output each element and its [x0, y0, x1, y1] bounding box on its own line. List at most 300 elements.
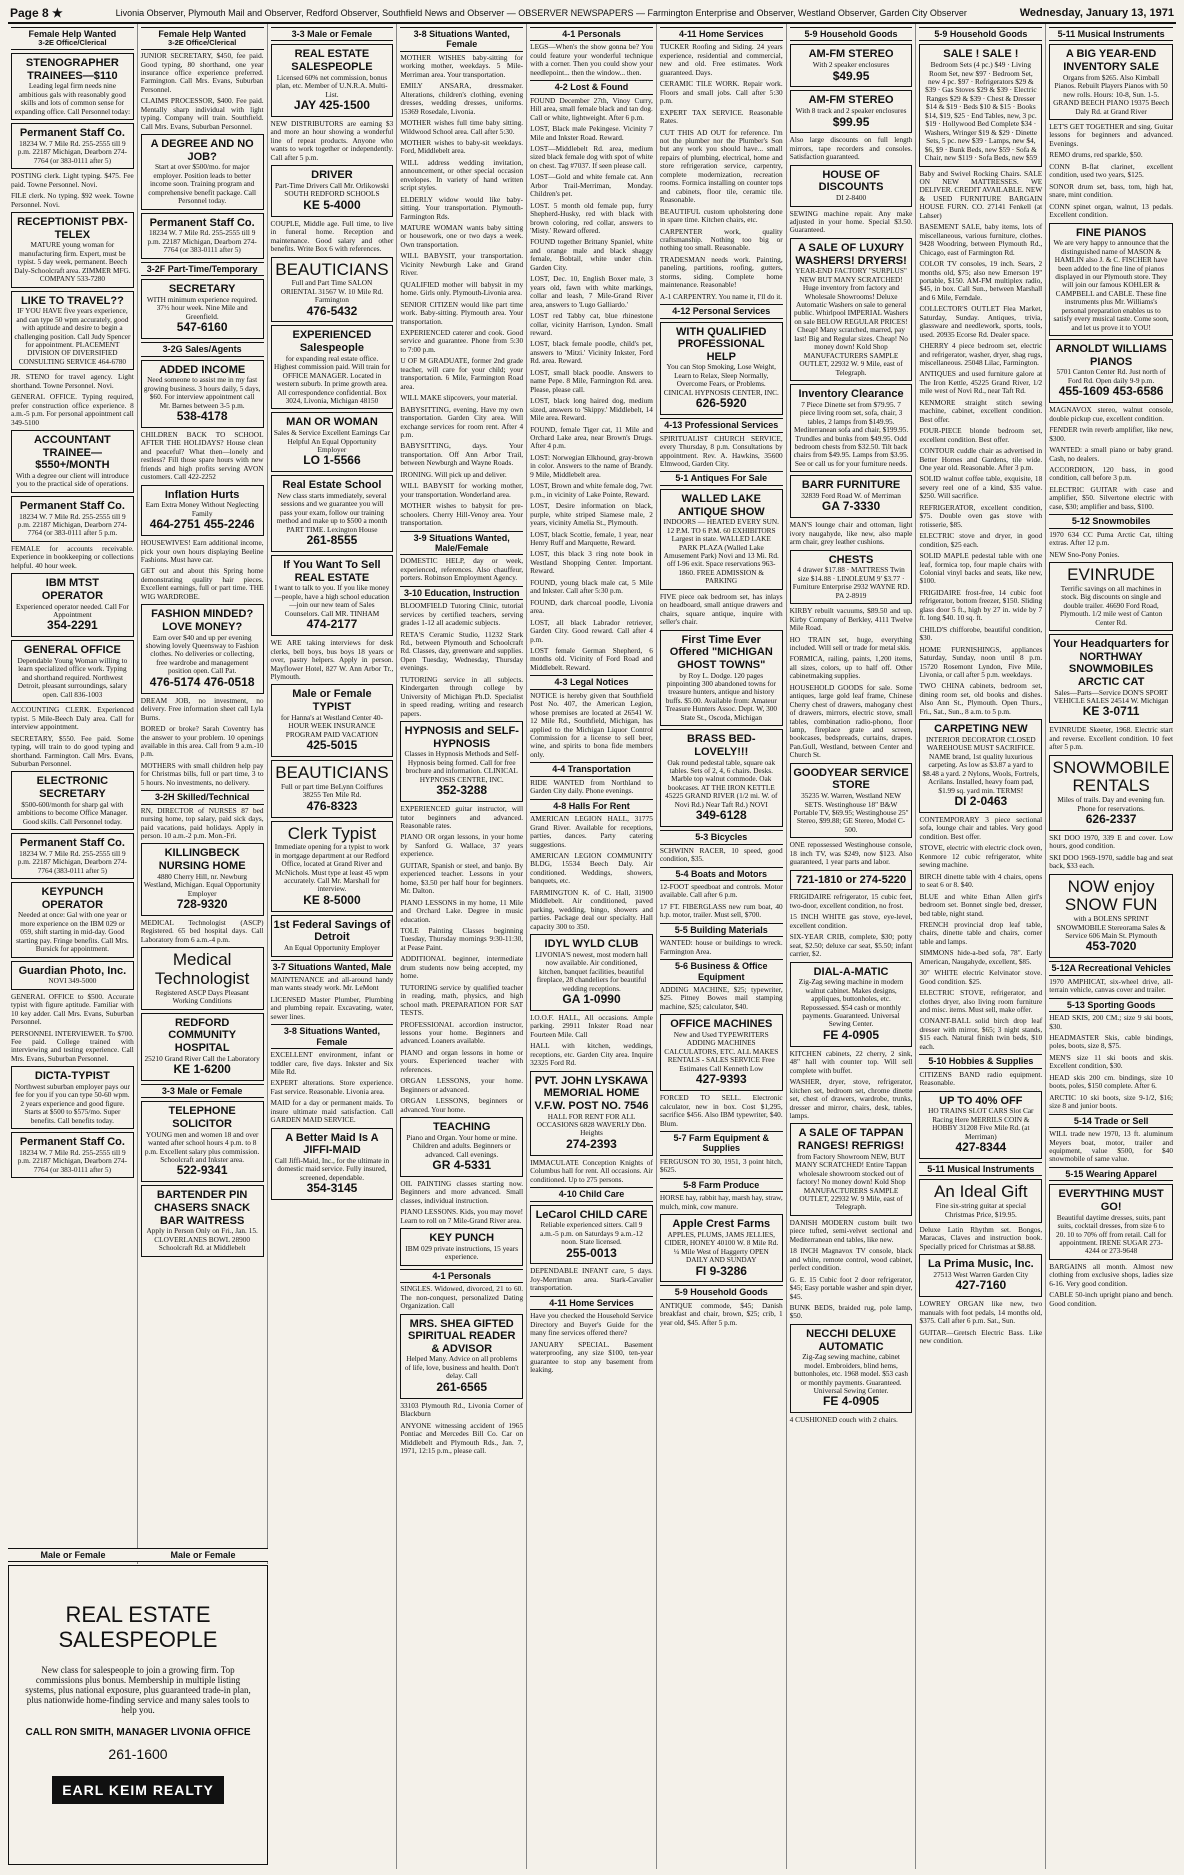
- section-title: 4-2 Lost & Found: [554, 82, 629, 93]
- classified-ad: ANTIQUES and used furniture galore at The Iron Kettle, 45225 Grand River, 1/2 mile west of Novi Rd., near Taft Rd.: [919, 369, 1043, 396]
- ad-big-text: 721-1810 or 274-5220: [796, 873, 907, 886]
- section-heading: [400, 27, 523, 52]
- classified-ad: SOLID walnut coffee table, exquisite, 18 severy reel one of a kind, $35 value. $250. Will sacrifice.: [919, 474, 1043, 501]
- display-ad: [141, 843, 264, 916]
- classified-ad: TUTORING service in all subjects. Kindergarten through college by University of Michigan Ph.D. Specialist in speed reading, writing and research papers.: [400, 674, 524, 718]
- display-ad: [271, 1128, 394, 1201]
- classified-ad: FILE clerk. No typing. $92 week. Towne Personnel. Novi.: [11, 191, 134, 209]
- ad-small-text: WITH minimum experience required. 37½ hour week. Nine Mile and Greenfield.: [146, 294, 258, 321]
- display-ad: [271, 915, 394, 957]
- classified-ad: ADDING MACHINE, $25; typewriter, $25. Pitney Bowes mail stamping machine, $25; calculator, $40.: [659, 984, 783, 1011]
- ad-phone-text: 728-9320: [176, 897, 228, 912]
- classified-ad: Also large discounts on full length mirrors, tape recorders and consoles. Satisfaction guaranteed.: [789, 135, 913, 162]
- classified-ad: A-1 CARPENTRY. You name it, I'll do it.: [659, 291, 783, 301]
- ad-big-text: Your Headquarters for NORTHWAY SNOWMOBILES ARCTIC CAT: [1053, 637, 1170, 688]
- ad-small-text: Fine six-string guitar at special Christmas Price, $19.95.: [935, 1201, 1027, 1219]
- classified-ad: HALL with kitchen, weddings, receptions, etc. Garden City area. Inquire 32325 Ford Rd.: [530, 1041, 653, 1068]
- ad-small-text: for expanding real estate office. Highest commission paid. Will train for OFFICE MANAGER. Located in western suburb. In prime growth area. All correspondence confidential. Box 3024, Livonia, Michigan 48150: [273, 353, 390, 406]
- ad-small-text: With 2 speaker enclosures: [812, 60, 890, 70]
- display-ad: [530, 1071, 653, 1156]
- display-ad: [660, 1014, 783, 1091]
- classified-ad: LOST—Middlebelt Rd. area, medium sized black female dog with spot of white on chest. Tag #7037. If seen please call.: [530, 143, 653, 170]
- classified-ad: TRADESMAN needs work. Painting, paneling, partitions, roofing, gutters, storms, siding. Complete home maintenance. Reasonable!: [659, 254, 783, 290]
- ad-phone-text: 427-9393: [695, 1072, 747, 1087]
- ad-contact: CALL RON SMITH, MANAGER LIVONIA OFFICE: [25, 1726, 251, 1738]
- ad-phone-text: 261-6565: [436, 1379, 488, 1394]
- display-ad: [790, 962, 913, 1047]
- ad-big-text: Permanent Staff Co.: [19, 127, 125, 140]
- classified-ad: SCHWINN RACER, 10 speed, good condition, $35.: [659, 845, 783, 864]
- classified-ad: LOST, all black Labrador retriever, Garden City. Good reward. Call after 4 p.m.: [530, 617, 653, 644]
- classified-ad: 15 INCH WHITE gas stove, eye-level, excellent condition.: [789, 912, 913, 930]
- section-title: 5-6 Business & Office Equipment: [675, 961, 768, 982]
- display-ad: [1049, 223, 1173, 337]
- earl-keim-logo: EARL KEIM REALTY: [52, 1776, 224, 1804]
- classified-ad: EXPERT TAX SERVICE. Reasonable Rates.: [659, 107, 783, 126]
- ad-phone-text: KE 8-5000: [303, 892, 361, 907]
- display-ad: [1049, 339, 1173, 403]
- classified-ad: LOST, Black male Pekingese. Vicinity 7 Mile and Inkster Road. Reward.: [530, 124, 653, 142]
- classified-ad: TOLE Painting Classes beginning Tuesday, Thursday mornings 9:30-11:30, at Pease Paint.: [400, 925, 524, 952]
- classified-ad: HOME FURNISHINGS, appliances Saturday, Sunday, noon until 8 p.m. 15720 Rosemont Lyndon, Five Mile, Livonia, or call after 5 p.m. weekdays.: [919, 644, 1043, 679]
- section-title: 5-10 Hobbies & Supplies: [928, 1056, 1034, 1067]
- section-title: 4-11 Home Services: [678, 29, 764, 39]
- display-ad: [141, 279, 264, 339]
- section-heading: [530, 27, 653, 41]
- display-ad: [271, 760, 394, 818]
- ad-phone-text: 261-8555: [306, 533, 358, 548]
- classified-ad: KITCHEN cabinets, 22 cherry, 2 sink, 48" hall with counter top. Will sell complete with buffet.: [789, 1048, 913, 1075]
- section-title: 5-11 Musical Instruments: [1057, 29, 1165, 39]
- ad-small-text: With a degree our client will introduce you to the practical side of operations.: [15, 471, 129, 489]
- ad-small-text: Need someone to assist me in my fast growing business. 3 hours daily, 5 days, $60. For interview appointment call Mr. Barnes between 3-5 p.m.: [143, 375, 261, 410]
- ad-small-text: IBM 029 private instructions, 15 years experience.: [405, 1243, 519, 1262]
- classified-ad: ELECTRIC STOVE, refrigerator, and clothes dryer, also living room furniture and misc. items. Must sell, make offer.: [919, 988, 1043, 1015]
- classified-ad: FORCED TO SELL. Electronic calculator, new in box. Cost $1,295, sacrifice $456. Also IBM typewriter, $40. Blum.: [659, 1093, 783, 1128]
- ad-small-text: 18234 W. 7 Mile Rd. 255-2555 till 9 p.m. 22187 Michigan, Dearborn 274-7764 (or 383-0111 after 5): [17, 1147, 127, 1174]
- classified-ad: REFRIGERATOR, excellent condition, $75. Double oven gas stove with rotisserie, $85.: [919, 502, 1043, 529]
- classified-ad: SONOR drum set, bass, tom, high hat, snare, mint condition.: [1049, 181, 1173, 200]
- classified-ad: MEN'S size 11 ski boots and skis. Excellent condition, $30.: [1049, 1052, 1173, 1071]
- classified-ad: GENERAL OFFICE. Typing required, prefer construction office experience. 8 a.m.-5 p.m. For personal appointment call 349-5100: [11, 392, 134, 427]
- ad-phone-text: 547-6160: [176, 320, 228, 335]
- classified-ad: GENERAL OFFICE to $500. Accurate typist with figure aptitude. Familiar with 10 key adder. Call Mrs. Evans, Suburban Personnel.: [11, 991, 134, 1027]
- section-heading: [1049, 514, 1173, 528]
- display-ad: [919, 1254, 1042, 1297]
- ad-small-text: Dependable Young Woman willing to learn specialized office work. Typing and shorthand required. Northwest Detroit, pleasant surroundings, salary open. Call 836-1003: [17, 656, 128, 699]
- ad-small-text: HO TRAINS SLOT CARS Slot Car Racing Here MERRILS COIN & HOBBY 31208 Five Mile Rd. (at Merriman): [928, 1106, 1034, 1141]
- classified-ad: CONTOUR cuddle chair as advertised in Better Homes and Gardens, tile wide. One year old. Reasonable. After 3 p.m.: [919, 446, 1043, 473]
- section-heading: [660, 923, 783, 937]
- ad-big-text: Real Estate School: [282, 479, 382, 492]
- section-title: 5-11 Musical Instruments: [927, 1164, 1035, 1174]
- classified-ad: JUNIOR SECRETARY, $450, fee paid. Good typing, 80 shorthand, one year insurance office experience preferred. Farmington. Call Mrs. Evans, Suburban Personnel.: [140, 51, 264, 94]
- ad-small-text: Sales & Service Excellent Earnings Car Helpful An Equal Opportunity Employer: [273, 428, 390, 455]
- classified-ad: FOUND, young black male cat, 5 Mile and Inkster. Call after 5:30 p.m.: [530, 577, 653, 596]
- classified-ad: KENMORE straight stitch sewing machine, cabinet, excellent condition. Best offer.: [919, 397, 1043, 424]
- classified-ad: MAID for a day or permanent maids. To insure ultimate maid satisfaction. Call GARDEN MAID SERVICE.: [270, 1098, 394, 1125]
- ad-big-text: REAL ESTATE SALESPEOPLE: [291, 48, 373, 74]
- ad-small-text: Apply in Person Only on Fri., Jan. 15. CLOVERLANES BOWL 28900 Schoolcraft Rd. at Middlebelt: [146, 1226, 258, 1253]
- ad-phone-text: 476-5174 476-0518: [149, 674, 255, 689]
- classified-ad: FORMICA, railing, paints, 1,200 items, all sizes, colors, up to half off. Other cabinetmaking supplies.: [789, 654, 913, 681]
- section-title: 3-10 Education, Instruction: [403, 587, 520, 598]
- ad-big-text: AM-FM STEREO: [808, 94, 894, 107]
- section-heading: [660, 867, 783, 881]
- display-ad: [11, 212, 134, 288]
- ad-small-text: 27513 West Warren Garden City: [933, 1270, 1029, 1280]
- ad-big-text: DIAL-A-MATIC: [813, 965, 889, 978]
- display-ad: [141, 1185, 264, 1256]
- ad-big-text: UP TO 40% OFF: [939, 1094, 1023, 1107]
- ad-big-text: If You Want To Sell REAL ESTATE: [283, 559, 381, 584]
- classified-ad: COLLECTOR'S OUTLET Flea Market, Saturday, Sunday. Antiques, trivia, glassware and needlework, sports, tools, used. 20935 Ecorse Rd. Dealer space.: [919, 304, 1043, 339]
- classified-ad: SECRETARY, $550. Fee paid. Some typing, will train to do good typing and shorthand. Farmington. Call Mrs. Evans, Suburban Personnel.: [11, 733, 134, 769]
- section-heading: [530, 675, 653, 689]
- section-heading: [271, 27, 394, 41]
- classified-ad: SKI DOO 1970, 339 E and cover. Low hours, good condition.: [1049, 832, 1173, 851]
- display-ad: [141, 485, 264, 536]
- classified-ad: LEGS—When's the show gonna be? You could feature your wonderful technique with a corner. Then you could show your needlepoint... then the window... then.: [530, 42, 653, 77]
- ad-big-text: FINE PIANOS: [1075, 226, 1147, 239]
- section-title: 4-10 Child Care: [558, 1189, 625, 1200]
- display-ad: [11, 1066, 134, 1129]
- classified-ad: LOST, black female poodle, child's pet, answers to 'Mitzi.' Vicinity Inkster, Ford Rd. area. Reward.: [530, 339, 653, 366]
- ad-phone-text: 522-9341: [176, 1163, 228, 1178]
- section-heading: [141, 27, 264, 50]
- classified-ad: DOMESTIC HELP, day or week, experienced, references. Also chauffeur, porters. Robinson Employment Agency.: [400, 556, 524, 583]
- section-title: 4-4 Transportation: [552, 764, 631, 775]
- ad-phone-text: FE 4-0905: [823, 1027, 880, 1042]
- ad-small-text: Reliable experienced sitters. Call 9 a.m.-5 p.m. on Saturdays 9 a.m.-12 noon. State licensed.: [540, 1220, 643, 1247]
- ad-big-text: GENERAL OFFICE: [23, 644, 121, 657]
- ad-phone-text: 626-2337: [1085, 811, 1137, 826]
- ad-big-text: PVT. JOHN LYSKAWA MEMORIAL HOME V.F.W. POST NO. 7546: [534, 1074, 649, 1112]
- classified-ad: G. E. 15 Cubic foot 2 door refrigerator, $45; Easy portable washer and spin dryer, $45.: [789, 1274, 913, 1301]
- classified-ad: EVINRUDE Skeeter, 1968. Electric start and reverse. Excellent condition. 10 feet after 5 p.m.: [1049, 725, 1173, 752]
- display-ad: [141, 1013, 264, 1081]
- classified-ad: CLAIMS PROCESSOR, $400. Fee paid. Mentally sharp individual with light typing. Company will train. Southfield. Call Mrs. Evans, Suburban Personnel.: [140, 96, 264, 131]
- classified-ad: WE ARE taking interviews for desk clerks, bell boys, bus boys 18 years or over, pastry helpers. Apply in person. Mayflower Hotel, 827 W. Ann Arbor Tr., Plymouth.: [270, 638, 394, 681]
- classified-ad: RETA'S Ceramic Studio, 11232 Stark Rd., between Plymouth and Schoolcraft Rd. Classes, day, greenware and supplies. Open Tuesday, Wednesday, Thursday evenings.: [400, 629, 524, 673]
- display-ad: [11, 53, 134, 120]
- classified-ad: FERGUSON TO 30, 1951, 3 point hitch, $625.: [659, 1156, 783, 1175]
- section-heading: Male or Female: [138, 1548, 268, 1562]
- section-heading: [660, 27, 783, 41]
- section-heading: [660, 304, 783, 318]
- ad-phone-text: DI 2-0463: [954, 794, 1008, 809]
- display-ad: [400, 1228, 523, 1266]
- section-heading: [400, 586, 523, 600]
- classified-ad: CERAMIC TILE WORK. Repair work. Floors and small jobs. Call after 5:30 p.m.: [659, 79, 783, 106]
- classified-ad: QUALIFIED mother will babysit in my home. Girls only. Plymouth-Livonia area.: [400, 279, 524, 298]
- ad-small-text: Beautiful daytime dresses, suits, pant suits, cocktail dresses, from size 6 to 20. 10 to 70% off from retail. Call for appointment. IRENE SUGAR 273-4244 or 273-9648: [1056, 1212, 1167, 1256]
- display-ad: [1049, 562, 1173, 631]
- display-ad: [11, 882, 134, 958]
- wide-ad-section-bar: [8, 1548, 268, 1562]
- section-heading: [530, 799, 653, 813]
- ad-phone-text: 349-6128: [695, 808, 747, 823]
- display-ad: [530, 1205, 653, 1265]
- display-ad: [400, 1314, 523, 1399]
- ad-big-text: WALLED LAKE ANTIQUE SHOW: [677, 492, 765, 518]
- section-heading: [400, 1269, 523, 1283]
- ad-big-text: IDYL WYLD CLUB: [544, 938, 639, 951]
- ad-small-text: 25210 Grand River Call the Laboratory: [144, 1053, 260, 1063]
- classified-ad: PIANO and organ lessons in home or yours. Experienced teacher with references.: [400, 1047, 524, 1074]
- display-ad: [400, 721, 523, 802]
- classified-ad: ARCTIC 10 ski boots, size 9-1/2, $16; size 8 and junior boots.: [1049, 1092, 1173, 1111]
- ad-small-text: Registered ASCP Days Pleasant Working Conditions: [155, 987, 249, 1006]
- ad-small-text: New and Used TYPEWRITERS ADDING MACHINES CALCULATORS, ETC. ALL MAKES RENTALS - SALES SERVICE Free Estimates Call Kenneth Low: [664, 1029, 779, 1073]
- classified-ad: SENIOR CITIZEN would like part time work. Baby-sitting. Plymouth area. Your transportation.: [400, 299, 524, 326]
- classified-ad: I.O.O.F. HALL, All occasions. Ample parking. 29911 Inkster Road near Fourteen Mile. Call: [530, 1012, 653, 1039]
- ad-big-text: A DEGREE AND NO JOB?: [150, 138, 254, 163]
- classified-ad: SIMMONS hide-a-bed sofa, 78". Early American, Naugahyde, excellent, $85.: [919, 948, 1043, 966]
- ad-big-text: STENOGRAPHER TRAINEES—$110: [25, 57, 119, 82]
- ad-big-text: A Better Maid Is A JIFFI-MAID: [285, 1131, 379, 1157]
- section-title: 3-8 Situations Wanted, Female: [413, 29, 510, 50]
- ad-small-text: INDOORS — HEATED EVERY SUN. 12 P.M. TO 6 P.M. 60 EXHIBITORS Largest in state. WALLED LAKE PARK PLAZA (Walled Lake Amusement Park) Novi and 13 Mi. Rd. off I-96 exit. Space reservations 963-1860. FREE ADMISSION & PARKING: [663, 517, 779, 586]
- ad-small-text: Needed at once: Gal with one year or more experience on the IBM 029 or 059, shift starting in mid-day. Good starting pay. Fringe benefits. Call Mrs. Bursick for appointment.: [16, 910, 129, 954]
- ad-big-text: Inflation Hurts: [164, 488, 240, 501]
- ad-small-text: 35235 W. Warren, Westland NEW SETS. Westinghouse 18" B&W Portable TV, $69.95; Westinghouse 25" Stereo, $99.88; GE Stereo, Model C-500.: [793, 791, 909, 834]
- section-heading: [1049, 27, 1173, 41]
- display-ad: [790, 90, 913, 133]
- ad-big-text: Permanent Staff Co.: [19, 1136, 125, 1149]
- ad-big-text: HOUSE OF DISCOUNTS: [818, 168, 884, 194]
- classified-ad: CONN B-flat clarinet, excellent condition, used two years, $125.: [1049, 161, 1173, 180]
- ad-small-text: INTERIOR DECORATOR CLOSED WAREHOUSE MUST SACRIFICE. NAME brand, 1st quality luxurious carpeting. As low as $3.87 a yard to $8.48 a yard. 2 Nylons, Wools, Fortrels, Acrilans. Installed, heavy foam pad, $1.99 sq. yard min. TERMS!: [922, 734, 1040, 795]
- section-title: 4-1 Personals: [562, 29, 621, 39]
- ad-phone-text: GA 7-3330: [821, 499, 881, 514]
- display-ad: [271, 412, 394, 472]
- display-ad: [790, 238, 913, 381]
- section-heading: [660, 1285, 783, 1299]
- ad-huge-text: BEAUTICIANS: [275, 763, 389, 782]
- ad-big-text: Guardian Photo, Inc.: [18, 964, 127, 977]
- ad-small-text: 18234 W. 7 Mile Rd. 255-2555 till 9 p.m. 22187 Michigan, Dearborn 274-7764 (or 383-0111 after 5): [147, 228, 257, 255]
- classified-ad: LOST, Brown and white female dog, 7wr. p.m., in vicinity of Lake Pointe, Reward.: [530, 481, 653, 499]
- ad-small-text: DI 2-8400: [835, 193, 867, 203]
- ad-big-text: A SALE OF LUXURY WASHERS! DRYERS!: [795, 241, 907, 267]
- classified-ad: ELDERLY widow would like baby-sitting. Your transportation. Plymouth-Farmington Rds.: [400, 194, 524, 221]
- ad-big-text: NECCHI DELUXE AUTOMATIC: [806, 1327, 896, 1353]
- section-heading: [660, 1131, 783, 1156]
- display-ad: [271, 325, 394, 409]
- ad-small-text: Terrific savings on all machines in stock. Big discounts on single and double trailer. 46690 Ford Road, Plymouth. 1/2 mile west of Canton Center Rd.: [1060, 583, 1163, 627]
- section-heading: [530, 80, 653, 94]
- section-heading: [919, 1162, 1042, 1176]
- classified-ad: TUTORING service by qualified teacher in reading, math, physics, and high school math. PREPARATION FOR SAT TESTS.: [400, 982, 524, 1018]
- classified-ad: LOST, Desire information on black, purple, white striped Siamese male, 2 years, vicinity Amelia St., Plymouth.: [530, 501, 653, 528]
- ad-big-text: IBM MTST OPERATOR: [41, 577, 104, 602]
- display-ad: [11, 123, 134, 169]
- ad-huge-text: SNOWMOBILE RENTALS: [1052, 757, 1170, 796]
- classified-ad: IRONING. Will pick up and deliver.: [400, 469, 507, 479]
- section-title: Female Help Wanted: [28, 29, 117, 39]
- section-title: 4-1 Personals: [432, 1270, 491, 1281]
- classified-ad: WILL trade new 1970, 13 ft. aluminum Meyers boat, motor, trailer and equipment, value $500, for $40 snowmobile of same value.: [1049, 1129, 1173, 1164]
- ad-small-text: HALL FOR RENT FOR ALL OCCASIONS 6828 WAVERLY Dbn. Heights: [536, 1111, 647, 1138]
- ad-big-text: REDFORD COMMUNITY HOSPITAL: [168, 1016, 237, 1054]
- classified-ad: MOTHERS with small children help pay for Christmas bills, full or part time, 3 to 5 hours. No investments, no delivery.: [140, 760, 264, 787]
- classified-ad: SKI DOO 1969-1970, saddle bag and seat back, $33 each.: [1049, 852, 1173, 871]
- section-title: 5-1 Antiques For Sale: [675, 473, 768, 484]
- classified-ad: CITIZENS BAND radio equipment. Reasonable.: [919, 1069, 1043, 1088]
- ad-small-text: YEAR-END FACTORY "SURPLUS" NEW BUT MANY SCRATCHED! Huge inventory from factory and Wholesale Showrooms! Deluxe Automatic Washers on sale to general public. Whirlpool IMPERIAL Washers on sale BELOW REGULAR PRICES! Cheap! Many scratched, marred, pay last! Big and Regular sizes. Cheap! No money down! Kold Shop MANUFACTURERS SAMPLE OUTLET, 22932 W. 9 Mile, east of Telegraph.: [794, 266, 909, 377]
- ad-big-text: HYPNOSIS and SELF-HYPNOSIS: [404, 725, 519, 750]
- ad-small-text: Oak round pedestal table, square oak tables. Sets of 2, 4, 6 chairs. Desks. Marble top walnut commode. Oak bookcases. AT THE IRON KETTLE 45225 GRAND RIVER (1/2 mi. W. of Novi Rd.) Near Taft Rd.) NOVI: [665, 757, 778, 809]
- ad-phone-text: 427-7160: [955, 1278, 1007, 1293]
- ad-small-text: $500-600/month for sharp gal with ambitions to become Office Manager. Good skills. Call Personnel today.: [17, 799, 128, 826]
- issue-date: Wednesday, January 13, 1971: [1019, 7, 1174, 19]
- classified-ad: DANISH MODERN custom built two piece tufted, semi-velvet sectional and Mediterranean end tables, like new.: [789, 1217, 913, 1244]
- classified-ad: STOVE, electric with electric clock oven, Kenmore 12 cubic refrigerator, white sewing machine.: [919, 843, 1043, 870]
- ad-big-text: CARPETING NEW: [934, 723, 1028, 736]
- classified-ad: AMERICAN LEGION COMMUNITY BLDG, 15534 Beech Daly. Air conditioned. Weddings, showers, banquets, etc.: [530, 850, 653, 886]
- classified-ad: EXCELLENT environment, infant or toddler care, five days. Inkster and Six Mile Rd.: [270, 1050, 394, 1077]
- ad-phone-text: 425-5015: [306, 738, 358, 753]
- classified-ad: ELECTRIC stove and dryer, in good condition, $25 each.: [919, 531, 1043, 549]
- classified-ad: LOST. 5 month old female pup, furry Shepherd-Husky, red with black with brown coloring, red collar, answers to 'Misty.' Reward offered.: [530, 200, 653, 236]
- section-title: 4-12 Personal Services: [672, 306, 771, 317]
- display-ad: [919, 1091, 1042, 1159]
- classified-ad: EXPERIENCED guitar instructor, will tutor beginners and advanced. Reasonable rates.: [400, 804, 524, 830]
- ad-huge-text: NOW enjoy SNOW FUN: [1064, 876, 1158, 915]
- display-ad: [271, 684, 394, 757]
- section-title: 3-2F Part-Time/Temporary: [146, 263, 258, 274]
- classified-ad: DEPENDABLE INFANT care, 5 days. Joy-Merriman area. Stark-Cavalier transportation.: [530, 1266, 653, 1293]
- ad-small-text: An Equal Opportunity Employer: [284, 943, 380, 953]
- section-heading: [790, 27, 913, 41]
- classified-ad: MATURE WOMAN wants baby sitting or housework, one or two days a week. Own transportation.: [400, 223, 524, 249]
- classified-ad: BLOOMFIELD Tutoring Clinic, tutorial services by certified teachers, serving grades 1-12 all academic subjects.: [400, 601, 524, 628]
- classified-ad: HEAD SKIS, 200 CM.; size 9 ski boots, $30.: [1049, 1013, 1173, 1031]
- ad-small-text: 18234 W. 7 Mile Rd. 255-2555 till 9 p.m. 22187 Michigan, Dearborn 274-7764 (or 383-0111 after 5 p.m.: [17, 511, 127, 538]
- classified-ad: NOTICE is hereby given that Southfield Post No. 407, the American Legion, whose premises are located at 26541 W. 12 Mile Rd., Southfield, Michigan, has applied to the Michigan Liquor Control Commission for a license to sell beer, wine, and spirits to bona fide members only.: [530, 690, 653, 759]
- section-title: 3-2H Skilled/Technical: [154, 792, 250, 803]
- section-title: Female Help Wanted: [158, 29, 246, 39]
- classified-ad: JANUARY SPECIAL. Basement waterproofing, any size $100, ten-year guarantee to stop any basement from leaking.: [530, 1339, 653, 1374]
- ad-big-text: MAN OR WOMAN: [286, 416, 378, 429]
- ad-phone-text: 453-7020: [1085, 939, 1137, 954]
- classified-ad: FRIGIDAIRE frost-free, 14 cubic foot refrigerator, bottom freezer, $150. Sliding glass door 5 ft., high by 27 in. wide by 7 ft. long $40. 10 sq. ft.: [919, 587, 1043, 623]
- column-4: [397, 24, 527, 1869]
- display-ad: [530, 934, 653, 1011]
- ad-phone-text: KE 3-0711: [1082, 704, 1140, 719]
- display-ad: [1049, 874, 1173, 959]
- section-title: 5-8 Farm Produce: [683, 1179, 760, 1190]
- display-ad: [790, 1324, 913, 1413]
- classified-ad: LOST red Tabby cat, blue rhinestone collar, vicinity Harrison, Lyndon. Small reward.: [530, 311, 653, 338]
- classified-ad: CUT THIS AD OUT for reference. I'm not the plumber nor the Plumber's Son but any work you should have... small repairs of plumbing, electrical, home and store refrigeration service, carpentry, complete modernization, recreation rooms. Formica installing on counter tops and cabinets, floor tile, ceramic tile. Reasonable.: [659, 127, 783, 205]
- classified-ad: WILL address wedding invitation, announcement, or other special occasion envelopes. In variety of hand written script styles.: [400, 157, 524, 193]
- ad-phone-text: JAY 425-1500: [293, 98, 370, 113]
- ad-small-text: Call Jiffi-Maid, Inc., for the ultimate in domestic maid service. Fully insured, screened, dependable.: [274, 1156, 390, 1182]
- section-title: 3-7 Situations Wanted, Male: [272, 961, 392, 972]
- classified-ad: WASHER, dryer, stove, refrigerator, kitchen set, bedroom set, chrome dinette set, chest of drawers, wardrobe, trunks, dresser and mirror, chairs, desk, tables, lamps.: [789, 1077, 913, 1120]
- section-heading: [11, 27, 134, 50]
- ad-big-text: MRS. SHEA GIFTED SPIRITUAL READER & ADVISOR: [408, 1317, 516, 1355]
- ad-small-text: Organs from $265. Also Kimball Pianos. Rebuilt Players Pianos with 50 new rolls. Hours: 10-8, Sun. 1-5. GRAND BEECH PIANO 19375 Beech Daly Rd. at Grand River: [1053, 72, 1170, 116]
- ad-small-text: 4 drawer $17.88 · MATTRESS Twin size $14.88 · LINOLEUM 9' $3.77 · Furniture Enterprise 2932 WAYNE RD. PA 2-8919: [792, 565, 910, 600]
- ad-phone-text: 626-5920: [695, 396, 747, 411]
- ad-small-text: APPLES, PLUMS, JAMS JELLIES, CIDER, HONEY 40100 W. 8 Mile Rd. ¼ Mile West of Haggerty OPEN DAILY AND SUNDAY: [664, 1229, 779, 1265]
- classified-ad: TWO CHINA cabinets, bedroom set, dining room set, old books and dishes. Also Ann St., Plymouth. Open Thurs., Fri., Sat., Sun., 8 a.m. to 5 p.m.: [919, 681, 1043, 716]
- display-ad: [790, 1123, 913, 1215]
- ad-body: New class for salespeople to join a growing firm. Top commissions plus bonus. Membership in multiple listing systems, plus national exposure, plus guaranteed trade-in plan, plus nationwide home-finding service and many sales tools to help you.: [25, 1664, 251, 1715]
- display-ad: [271, 165, 394, 216]
- classified-ad: CARPENTER work, quality craftsmanship. Nothing too big or nothing too small. Reasonable.: [659, 226, 783, 253]
- classified-ad: LOST, this black 3 ring note book in Westland Shopping Center. Important. Reward.: [530, 549, 653, 576]
- classified-ad: CHILD'S chifforobe, beautiful condition, $30.: [919, 624, 1043, 643]
- display-ad: [1049, 1184, 1173, 1260]
- classified-ad: LOST, small black poodle. Answers to name Pepe. 8 Mile, Farmington Rd. area. Please, please call.: [530, 367, 653, 394]
- ad-small-text: I want to talk to you. If you like money—people, have a high school education—join our new team of Sales Counselors. Call MR. TINHAM: [274, 583, 390, 618]
- ad-big-text: Male or Female TYPIST: [292, 688, 372, 714]
- ad-small-text: Bedroom Sets (4 pc.) $49 · Living Room Set, new $97 · Bedroom Set, new 4 pc. $97 · Refrigerators $29 & $39 · Gas Stoves $29 & $39 · Electric Ranges $29 & $39 · Chest & Dresser $14 & $19 · Beds $10 & $15 · Books $14, $19, $25 · End Tables, new, 3 pc. $19 · Hollywood Bed Complete $34 · Washers, Wringer $19 & $29 · Dinette Sets, 5 pc. new $39 · Lamps, new $4, $6, $9 · Bunk Beds, new $59 · Sofa & Chair, new $119 · Sofa Beds, new $59: [924, 60, 1038, 163]
- section-title: 5-9 Household Goods: [804, 29, 898, 39]
- masthead: [8, 4, 1176, 24]
- classified-ad: MAGNAVOX stereo, walnut console, double pickup cue, excellent condition.: [1049, 405, 1173, 423]
- display-ad: [11, 640, 134, 703]
- display-ad: [790, 763, 913, 839]
- section-title: 5-15 Wearing Apparel: [1065, 1168, 1157, 1179]
- display-ad: [11, 430, 134, 493]
- ad-phone-text: 427-8344: [955, 1140, 1007, 1155]
- classified-ad: NEW Sno-Pony Ponies.: [1049, 549, 1120, 559]
- display-ad: [271, 475, 394, 552]
- ad-phone-text: KE 5-4000: [303, 197, 361, 212]
- display-ad: [141, 213, 264, 259]
- display-ad: [790, 165, 913, 207]
- display-ad: [400, 1117, 523, 1177]
- ad-big-text: LIKE TO TRAVEL??: [20, 294, 124, 307]
- classified-ad: MAN'S lounge chair and ottoman, light ivory naugahyde, like new, also maple arm chair, grey leather cushions.: [789, 520, 913, 547]
- ad-big-text: Inventory Clearance: [798, 388, 904, 401]
- ad-phone-text: 464-2751 455-2246: [149, 517, 255, 532]
- classified-ad: WILL MAKE slipcovers, your material.: [400, 393, 518, 403]
- ad-small-text: With 8 track and 2 speaker enclosures: [795, 106, 907, 116]
- classified-ad: BASEMENT SALE, baby items, lots of miscellaneous, various furniture, clothes. 9428 Woodring, between Plymouth Rd., Chicago, east of Farmington Rd.: [919, 222, 1043, 257]
- ad-small-text: Earn over $40 and up per evening showing lovely Queensway to Fashion clothes. No deliveries or collecting, free wardrobe and management position open. Call Pat.: [145, 632, 259, 676]
- classified-ad: FOUND together Brittany Spaniel, white and orange male and black shaggy female, Bobtail, white under chin. Garden City.: [530, 237, 653, 272]
- classified-ad: Deluxe Latin Rhythm set. Bongos, Maracas, Claves and instruction book. Specially priced for Christmas at $8.88.: [919, 1225, 1043, 1251]
- ad-huge-text: Medical Technologist: [154, 950, 250, 989]
- ad-small-text: 7 Piece Dinette set from $79.95. 7 piece living room set, sofa, chair, 3 tables, 2 lamps from $149.95. Mediterranean sofa and chair, $199.95. Trundles and bunks from $49.95. Odd bedroom chests from $32.50. Tilt back chairs from $49.95. Lamps from $3.95. See or call us for your furniture needs.: [793, 399, 909, 468]
- classified-ad: FOUND December 27th, Vinoy Curry, Hill area, small female black and tan dog. Call or white, lightweight. After 6 p.m.: [530, 95, 653, 122]
- classified-ad: FOUND, female Tiger cat, 11 Mile and Orchard Lake area, near Brown's Drugs. After 4 p.m.: [530, 424, 653, 451]
- classified-ad: BORED or broke? Sarah Coventry has the answer to your problem. 10 openings available in this area. Call from 9 a.m.-10 p.m.: [140, 724, 264, 759]
- ad-phone-text: 352-3288: [436, 783, 488, 798]
- section-heading: [271, 1024, 394, 1049]
- display-ad: [660, 1214, 783, 1282]
- ad-small-text: Experienced operator needed. Call For Appointment: [15, 601, 129, 620]
- classified-ad: REMO drums, red sparkle, $50.: [1049, 150, 1143, 160]
- section-heading: [660, 418, 783, 432]
- classified-ad: OIL PAINTING classes starting now. Beginners and more advanced. Small classes, individual instruction.: [400, 1178, 524, 1205]
- ad-big-text: A BIG YEAR-END INVENTORY SALE: [1063, 48, 1159, 74]
- classified-ad: NEW DISTRIBUTORS are earning $3 and more an hour showing a wonderful line of repeat products. Anyone who wants to work together or independently. Call after 5 p.m.: [270, 118, 394, 162]
- ad-big-text: RECEPTIONIST PBX-TELEX: [17, 216, 128, 241]
- ad-small-text: Full or part time BeLynn Coiffures 38255 Ten Mile Rd.: [281, 781, 383, 800]
- display-ad: [919, 44, 1042, 166]
- ad-small-text: IF YOU HAVE five years experience, and can type 50 wpm accurately, good with aptitude and desire to begin a challenging position. Call Judy Spencer for appointment. PLACEMENT DIVISION OF DIVERSIFIED CONSULTING SERVICE 464-6780: [14, 306, 131, 366]
- ad-small-text: LIVONIA'S newest, most modern hall now available. Air conditioned, kitchen, banquet facilities, beautiful fireplace, 28 chandeliers for beautiful wedding receptions.: [535, 949, 648, 993]
- classified-ad: SIX-YEAR CRIB, complete, $30; potty seat, $2.50; deluxe car seat, $5.50; infant carrier, $2.: [789, 932, 913, 959]
- section-title: 4-8 Halls For Rent: [553, 800, 630, 811]
